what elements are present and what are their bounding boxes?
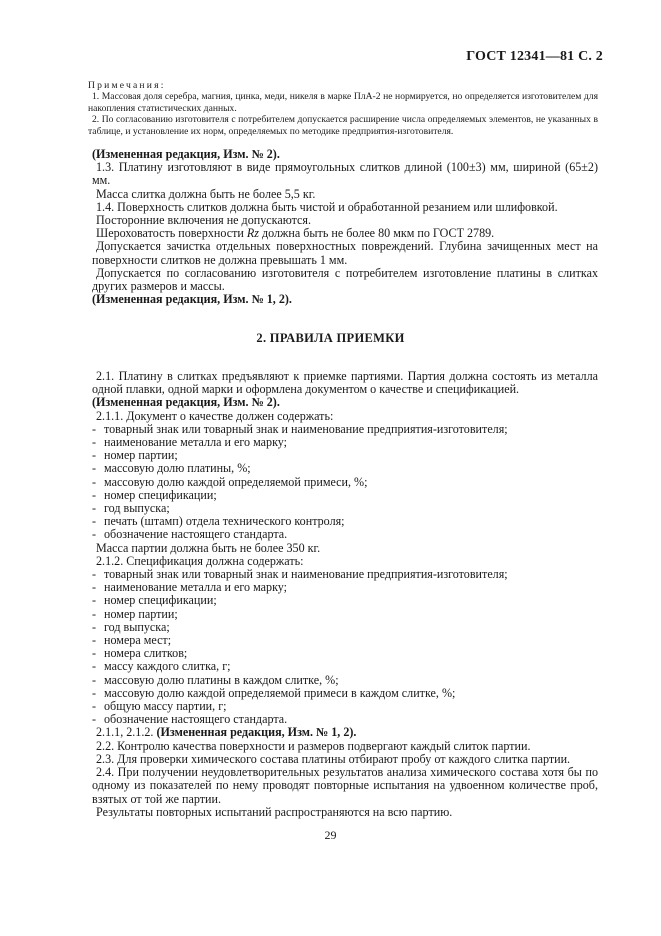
page-header: ГОСТ 12341—81 С. 2 bbox=[466, 49, 603, 64]
roughness-symbol: Rz bbox=[246, 226, 259, 241]
list-item: - массовую долю платины, %; bbox=[92, 461, 251, 476]
notes-heading: Примечания: bbox=[88, 80, 166, 91]
list-item: - обозначение настоящего стандарта. bbox=[92, 527, 288, 542]
list-item: - печать (штамп) отдела технического контроля; bbox=[92, 514, 345, 529]
list-item: - общую массу партии, г; bbox=[92, 699, 227, 714]
list-item: - номера мест; bbox=[92, 633, 172, 648]
cleaning-clause: Допускается зачистка отдельных поверхностных повреждений. Глубина зачищенных мест на поверхности слитков не должна превышать 1 мм. bbox=[92, 239, 598, 267]
section-2-body bbox=[92, 370, 598, 819]
section-1-body bbox=[92, 148, 598, 306]
list-item: - год выпуска; bbox=[92, 501, 170, 516]
agreement-clause: Допускается по согласованию изготовителя с потребителем изготовление платины в слитках других размеров и массы. bbox=[92, 265, 598, 294]
roughness-text-b: должна быть не более 80 мкм по ГОСТ 2789. bbox=[258, 226, 495, 241]
notes-block bbox=[88, 80, 598, 137]
clause-1-3: 1.3. Платину изготовляют в виде прямоугольных слитков длиной (100±3) мм, шириной (65±2) мм. bbox=[92, 160, 598, 188]
clause-2-2: 2.2. Контролю качества поверхности и размеров подвергают каждый слиток партии. bbox=[96, 738, 531, 753]
list-item: - наименование металла и его марку; bbox=[92, 435, 288, 450]
list-item: - обозначение настоящего стандарта. bbox=[92, 712, 288, 727]
list-item: - номер спецификации; bbox=[92, 593, 217, 608]
note-2: 2. По согласованию изготовителя с потребителем допускается расширение числа определяемых элементов, не указанных в таблице, и установление их норм, определяемых по методике предприятия-изготовителя. bbox=[88, 114, 598, 137]
list-item: - массовую долю платины в каждом слитке, %; bbox=[92, 672, 339, 687]
clause-2-1: 2.1. Платину в слитках предъявляют к приемке партиями. Партия должна состоять из металла одной плавки, одной марки и оформлена документом о качестве и спецификацией. bbox=[92, 369, 598, 397]
amendment-note: (Измененная редакция, Изм. № 1, 2). bbox=[156, 725, 357, 740]
quality-document-list bbox=[92, 423, 598, 542]
list-item: - наименование металла и его марку; bbox=[92, 580, 288, 595]
ingot-mass: Масса слитка должна быть не более 5,5 кг. bbox=[96, 186, 316, 201]
specification-list bbox=[92, 568, 598, 726]
list-item: - номер спецификации; bbox=[92, 487, 217, 502]
amendment-note: (Измененная редакция, Изм. № 2). bbox=[92, 147, 280, 161]
list-item: - номер партии; bbox=[92, 606, 178, 621]
list-item: - год выпуска; bbox=[92, 619, 170, 634]
section-2-title: 2. ПРАВИЛА ПРИЕМКИ bbox=[256, 331, 405, 345]
clause-2-1-2: 2.1.2. Спецификация должна содержать: bbox=[96, 553, 304, 568]
list-item: - товарный знак или товарный знак и наименование предприятия-изготовителя; bbox=[92, 421, 508, 436]
list-item: - массу каждого слитка, г; bbox=[92, 659, 231, 674]
clause-2-1-1-2-amendment bbox=[92, 726, 598, 739]
foreign-inclusions: Посторонние включения не допускаются. bbox=[96, 213, 311, 228]
amendment-note: (Измененная редакция, Изм. № 1, 2). bbox=[92, 292, 292, 307]
page-number: 29 bbox=[324, 828, 337, 842]
amendment-note: (Измененная редакция, Изм. № 2). bbox=[92, 395, 280, 410]
clause-2-3: 2.3. Для проверки химического состава платины отбирают пробу от каждого слитка партии. bbox=[96, 751, 571, 766]
list-item: - номер партии; bbox=[92, 448, 178, 463]
clause-2-1-1: 2.1.1. Документ о качестве должен содержать: bbox=[96, 408, 334, 423]
list-item: - массовую долю каждой определяемой примеси в каждом слитке, %; bbox=[92, 685, 456, 700]
list-item: - массовую долю каждой определяемой примеси, %; bbox=[92, 474, 368, 489]
list-item: - товарный знак или товарный знак и наименование предприятия-изготовителя; bbox=[92, 567, 508, 582]
clause-1-4: 1.4. Поверхность слитков должна быть чистой и обработанной резанием или шлифовкой. bbox=[96, 199, 558, 214]
clause-2-4: 2.4. При получении неудовлетворительных результатов анализа химического состава хотя бы по одному из показателей по нему проводят повторные испытания на удвоенном количестве проб, взятых от той же партии. bbox=[92, 765, 598, 806]
list-item: - номера слитков; bbox=[92, 646, 188, 661]
note-1: 1. Массовая доля серебра, магния, цинка, меди, никеля в марке ПлА-2 не нормируется, но определяется изготовителем для накопления статистических данных. bbox=[88, 91, 598, 114]
repeat-tests: Результаты повторных испытаний распространяются на всю партию. bbox=[96, 804, 453, 819]
clause-ref: 2.1.1, 2.1.2. bbox=[96, 725, 157, 740]
roughness-text-a: Шероховатость поверхности bbox=[96, 226, 247, 241]
batch-mass: Масса партии должна быть не более 350 кг. bbox=[96, 540, 321, 555]
